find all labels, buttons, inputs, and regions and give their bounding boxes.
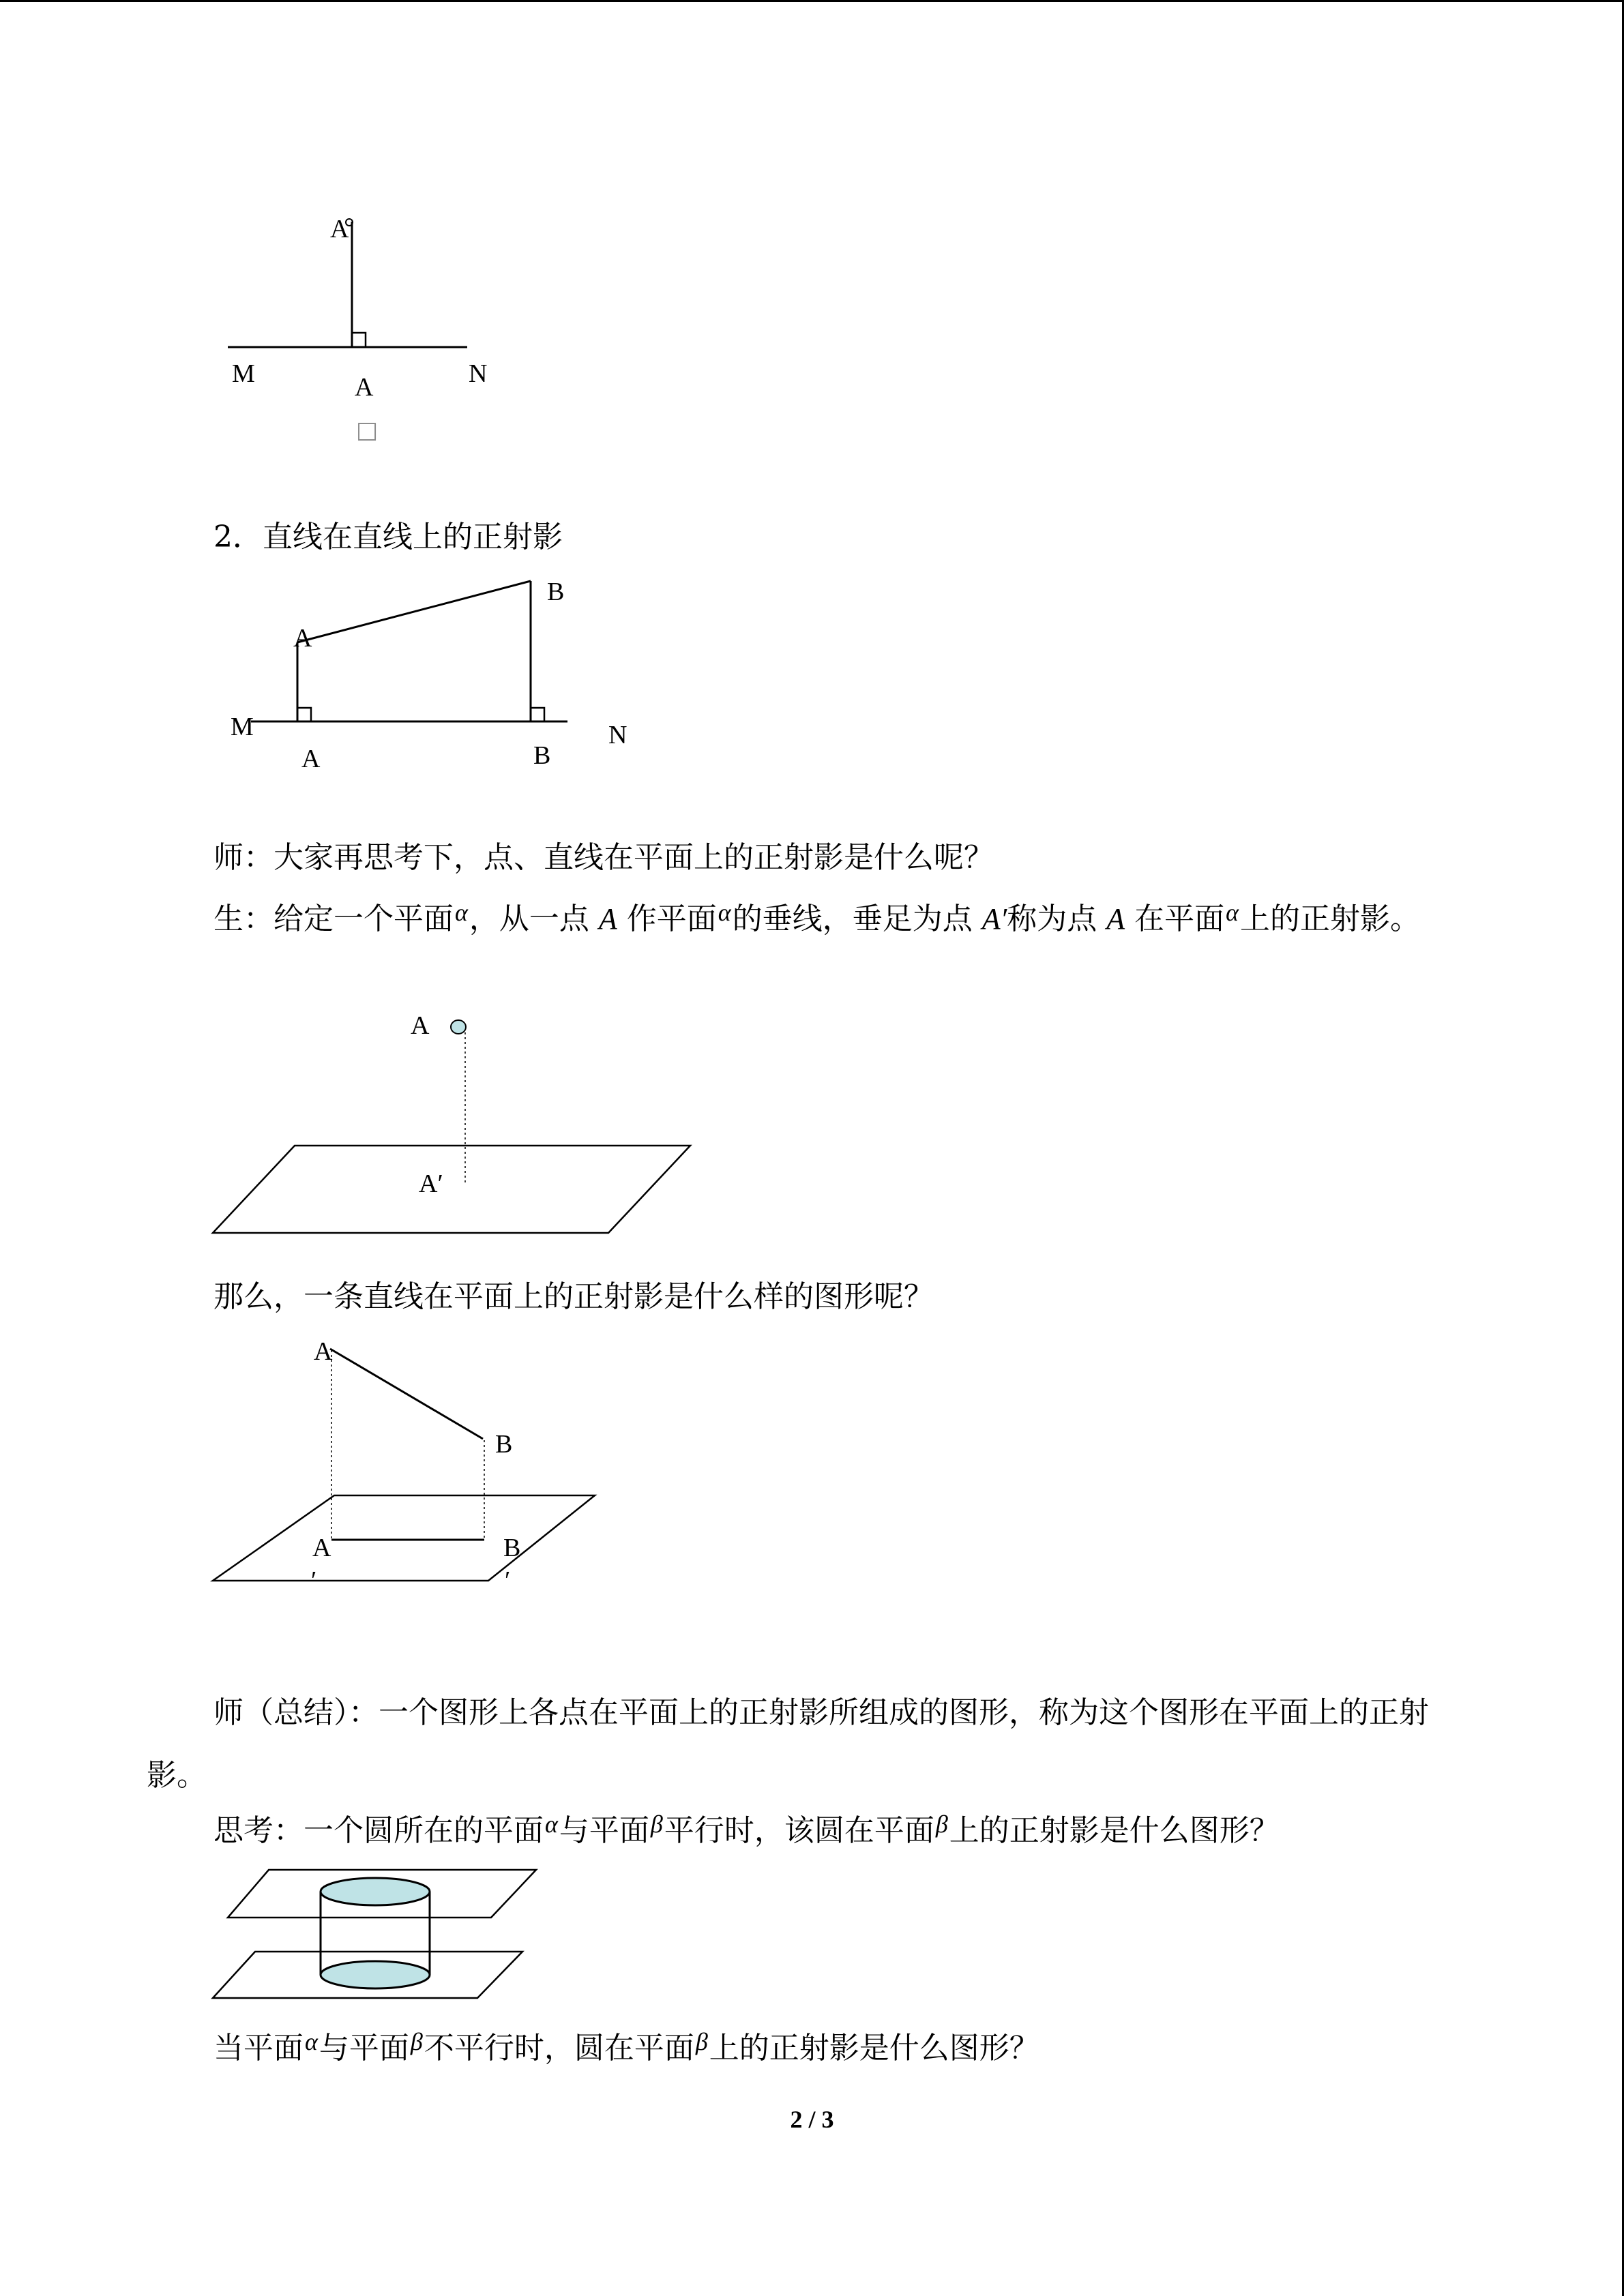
- alpha-symbol: α: [455, 899, 468, 926]
- alpha-symbol: α: [1226, 899, 1239, 926]
- think-end: 上的正射影是什么图形？: [949, 1813, 1280, 1848]
- var-a: A: [1106, 902, 1125, 936]
- point-a: [451, 1020, 466, 1034]
- beta-symbol: β: [695, 2028, 708, 2055]
- page-top-border: [0, 0, 1624, 2]
- student-answer-line1: [213, 899, 1420, 941]
- box-glyph: □: [356, 417, 379, 444]
- label-n: N: [608, 721, 628, 749]
- figure-circle-projection: [205, 1862, 559, 2005]
- var-a: A: [598, 902, 617, 936]
- label-n: N: [469, 359, 488, 388]
- label-b-top: B: [495, 1430, 513, 1459]
- right-angle-mark: [352, 333, 366, 347]
- label-a-top: A: [293, 624, 312, 653]
- label-m: M: [232, 359, 255, 388]
- page-number: 2 / 3: [790, 2106, 834, 2133]
- beta-symbol: β: [650, 1810, 663, 1838]
- plane: [213, 1495, 595, 1581]
- section-2-heading: 2．直线在直线上的正射影: [213, 520, 563, 554]
- student-perp: 作平面: [626, 901, 717, 936]
- figure-line-on-line: [218, 566, 641, 791]
- label-a-foot: A: [312, 1534, 331, 1562]
- student-inplane: 在平面: [1134, 901, 1225, 936]
- label-b-foot: B: [533, 741, 551, 770]
- right-angle-mark-a: [297, 708, 311, 721]
- label-b-top: B: [547, 578, 565, 606]
- label-a-foot: A: [301, 745, 321, 773]
- think-parallel: 平行时，该圆在平面: [664, 1813, 934, 1848]
- label-a-top: A: [314, 1337, 333, 1366]
- think-with: 与平面: [559, 1813, 649, 1848]
- alpha-symbol: α: [718, 899, 731, 926]
- var-a-prime: A′: [981, 902, 1007, 936]
- figure-line-on-plane: [205, 1330, 628, 1609]
- segment-ab: [330, 1349, 483, 1439]
- student-from: ，从一点: [469, 901, 589, 936]
- segment-ab: [297, 581, 531, 642]
- student-prefix: 生：给定一个平面: [213, 901, 454, 936]
- nonparallel-question: [213, 2028, 1039, 2070]
- prime-mark-b: ′: [505, 1566, 511, 1595]
- label-m: M: [231, 713, 254, 741]
- question-line: 那么，一条直线在平面上的正射影是什么样的图形呢？: [213, 1279, 934, 1314]
- circle-projection: [321, 1961, 430, 1988]
- think-prefix: 思考：一个圆所在的平面: [213, 1813, 544, 1848]
- nonparallel-end: 上的正射影是什么图形？: [709, 2031, 1039, 2066]
- prime-mark-a: ′: [311, 1566, 317, 1595]
- teacher-question: 师：大家再思考下，点、直线在平面上的正射影是什么呢？: [213, 840, 994, 875]
- student-foot: 的垂线，垂足为点: [732, 901, 973, 936]
- figure-point-on-line: [218, 205, 546, 450]
- circle-top: [321, 1878, 430, 1905]
- nonparallel-mid: 不平行时，圆在平面: [424, 2031, 694, 2066]
- alpha-symbol: α: [305, 2028, 318, 2055]
- alpha-symbol: α: [545, 1810, 558, 1838]
- label-a-prime: A′: [419, 1169, 443, 1198]
- student-called: 称为点: [1007, 901, 1097, 936]
- label-a: A: [411, 1011, 430, 1040]
- label-b-foot: B: [503, 1534, 521, 1562]
- label-a-foot: A: [355, 373, 374, 402]
- label-a-top: A: [330, 215, 349, 243]
- right-angle-mark-b: [531, 708, 544, 721]
- plane: [213, 1146, 690, 1233]
- figure-point-on-plane: [205, 1009, 709, 1241]
- nonparallel-prefix: 当平面: [213, 2031, 304, 2066]
- nonparallel-with: 与平面: [319, 2031, 409, 2066]
- summary-paragraph: 师（总结）：一个图形上各点在平面上的正射影所组成的图形，称为这个图形在平面上的正射影。: [147, 1695, 1429, 1793]
- think-question: [213, 1810, 1280, 1853]
- beta-symbol: β: [410, 2028, 423, 2055]
- student-end: 上的正射影。: [1240, 901, 1421, 936]
- beta-symbol: β: [935, 1810, 948, 1838]
